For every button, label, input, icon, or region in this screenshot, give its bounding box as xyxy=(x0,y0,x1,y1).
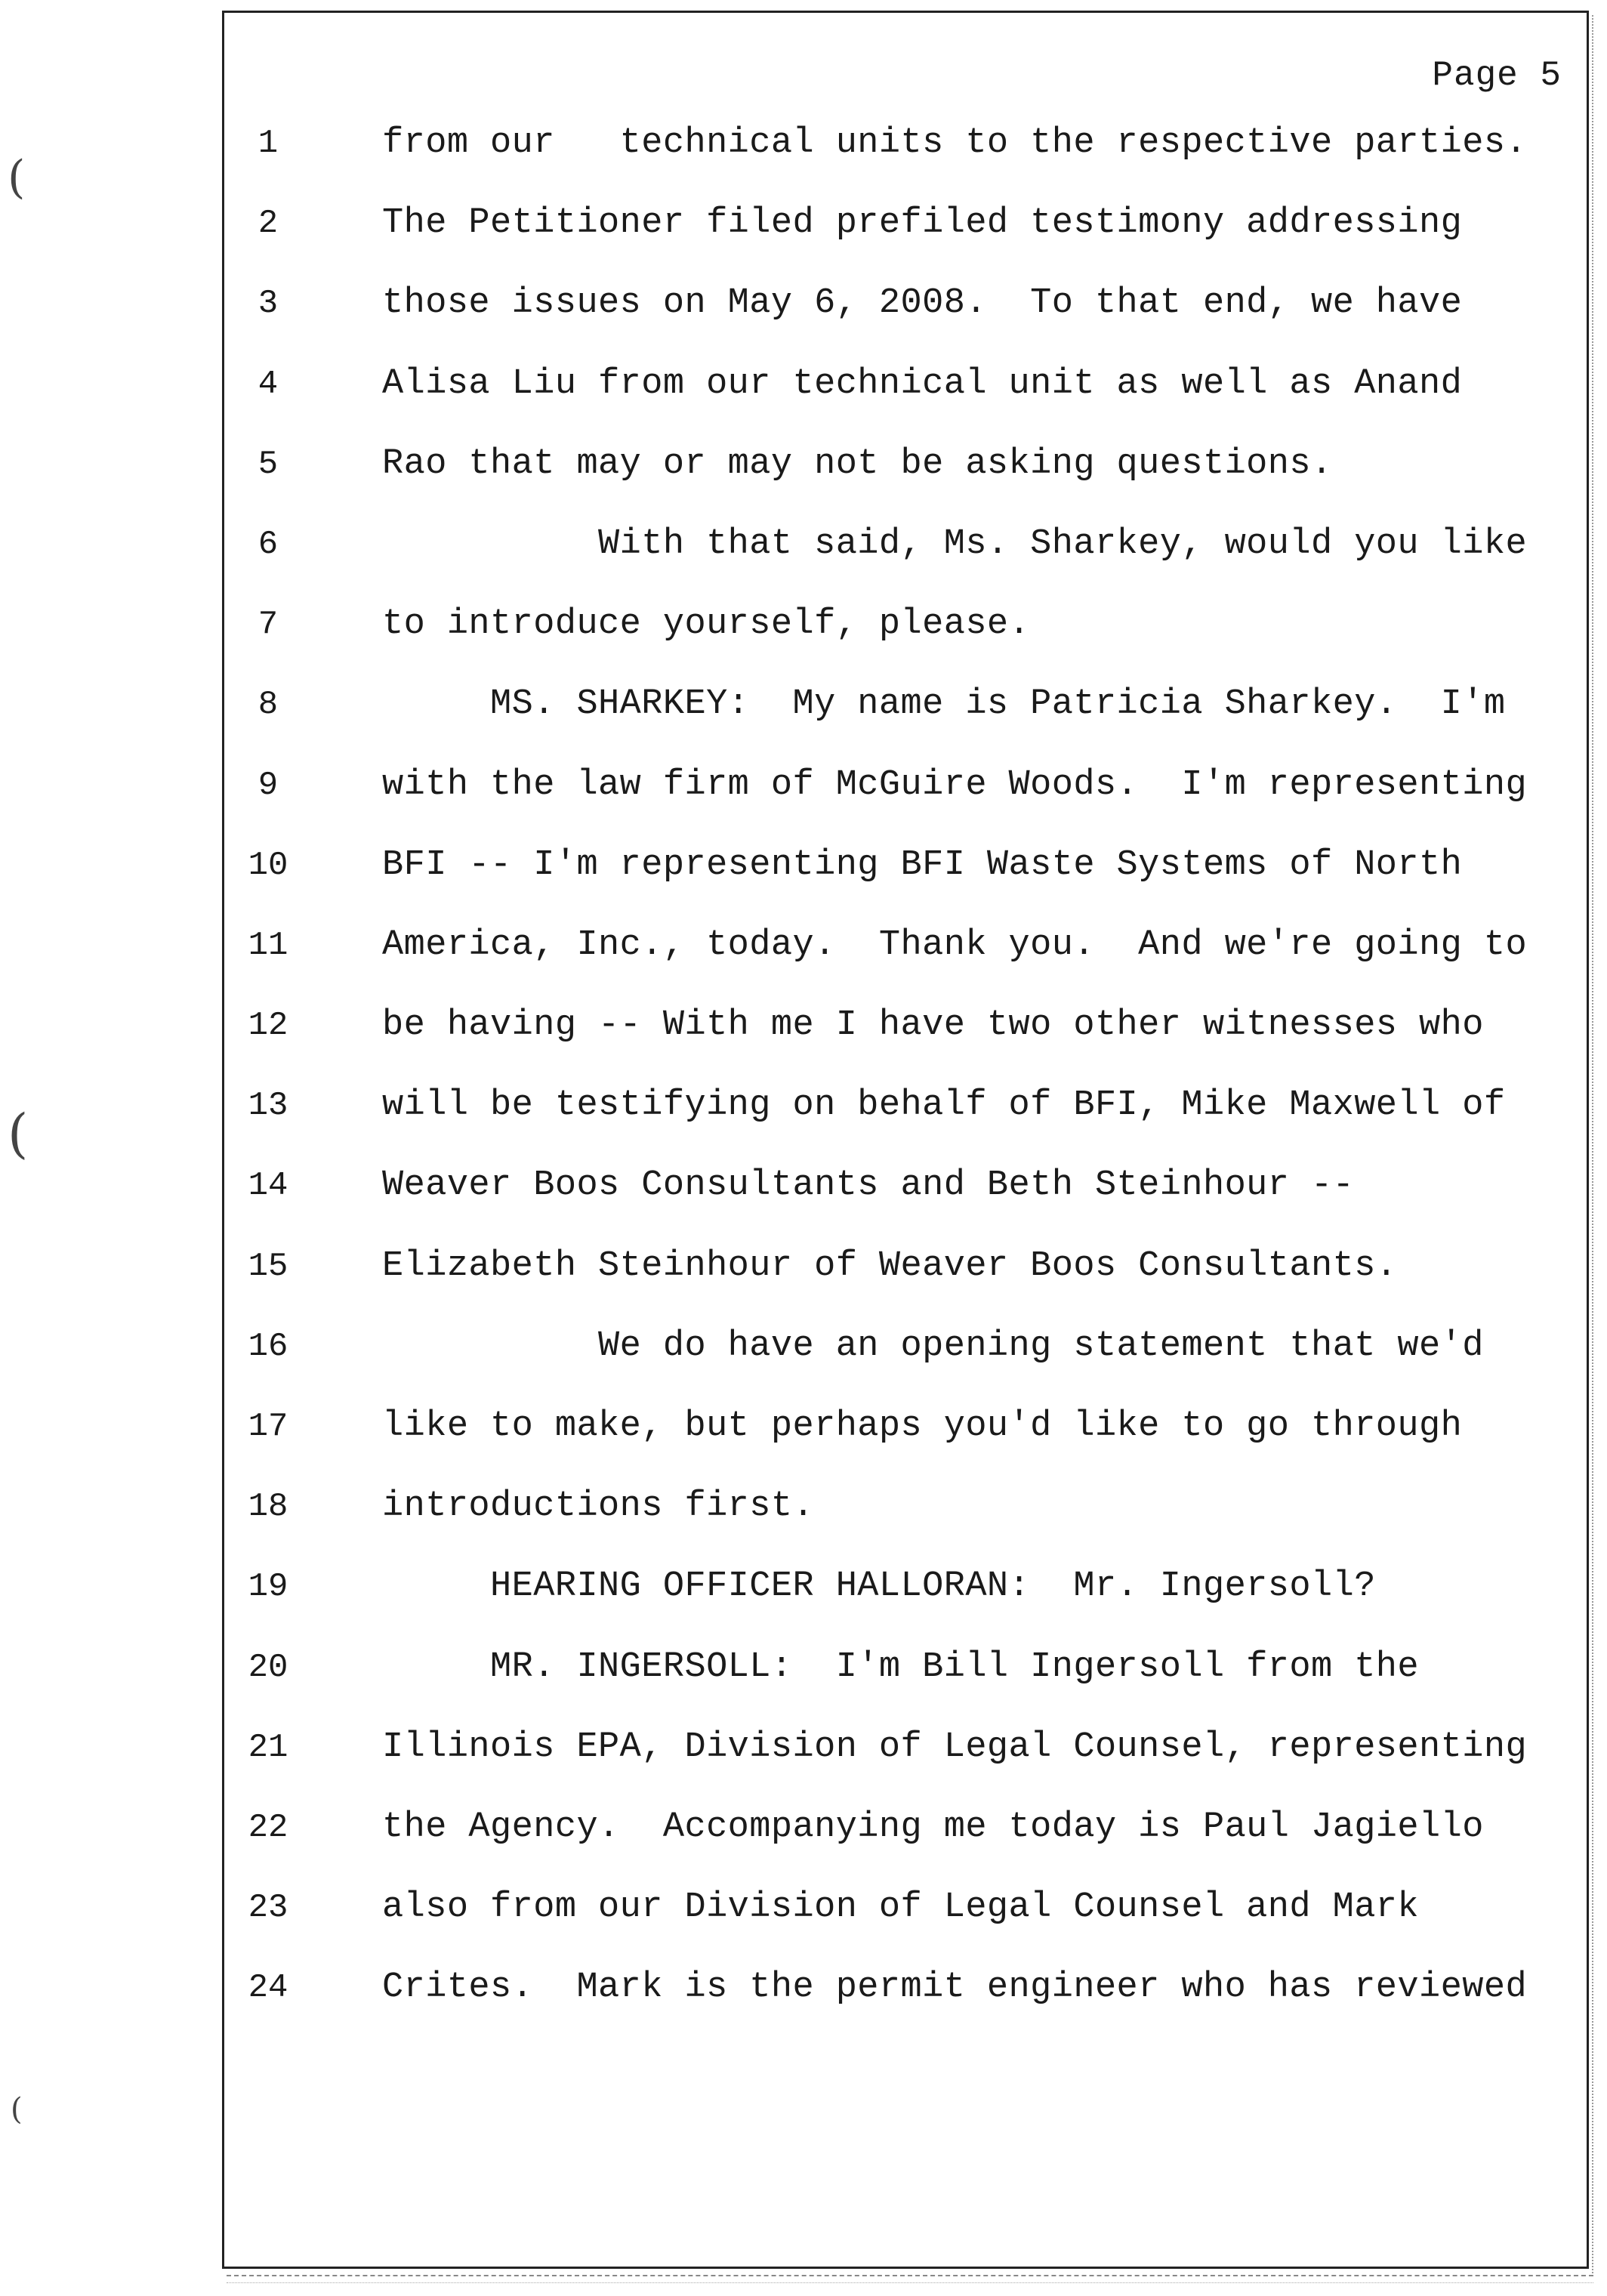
transcript-line xyxy=(0,843,1607,923)
line-number: 1 xyxy=(258,125,279,162)
transcript-line xyxy=(0,1725,1607,1805)
transcript-line xyxy=(0,763,1607,843)
line-text: The Petitioner filed prefiled testimony addressing xyxy=(382,203,1463,244)
transcript-line xyxy=(0,1324,1607,1404)
scan-bottom-artifact xyxy=(227,2275,1593,2283)
transcript-line xyxy=(0,1564,1607,1644)
transcript-line xyxy=(0,1244,1607,1324)
transcript-line xyxy=(0,1404,1607,1484)
transcript-line xyxy=(0,1885,1607,1965)
transcript-line xyxy=(0,682,1607,762)
transcript-line xyxy=(0,1645,1607,1725)
line-number: 16 xyxy=(248,1327,288,1366)
line-text: those issues on May 6, 2008. To that end, we have xyxy=(382,283,1463,324)
transcript-line xyxy=(0,1163,1607,1243)
transcript-line xyxy=(0,1484,1607,1564)
line-number: 10 xyxy=(248,846,288,884)
line-text: the Agency. Accompanying me today is Paul Jagiello xyxy=(382,1807,1484,1847)
line-number: 18 xyxy=(248,1488,288,1526)
line-number: 17 xyxy=(248,1408,288,1446)
line-text: from our technical units to the respective parties. xyxy=(382,123,1528,163)
line-text: Elizabeth Steinhour of Weaver Boos Consultants. xyxy=(382,1245,1398,1286)
line-number: 23 xyxy=(248,1889,288,1927)
line-text: introductions first. xyxy=(382,1486,815,1527)
line-text: with the law firm of McGuire Woods. I'm representing xyxy=(382,764,1528,805)
line-number: 19 xyxy=(248,1568,288,1606)
line-text: will be testifying on behalf of BFI, Mike Maxwell of xyxy=(382,1085,1506,1126)
line-number: 12 xyxy=(248,1007,288,1045)
line-text: HEARING OFFICER HALLORAN: Mr. Ingersoll? xyxy=(382,1566,1376,1607)
transcript-line xyxy=(0,362,1607,442)
line-text: also from our Division of Legal Counsel and Mark xyxy=(382,1887,1420,1928)
line-number: 3 xyxy=(258,285,279,323)
line-number: 8 xyxy=(258,686,279,724)
transcript-line xyxy=(0,121,1607,201)
transcript-line xyxy=(0,442,1607,522)
line-text: Crites. Mark is the permit engineer who has reviewed xyxy=(382,1967,1528,2008)
line-number: 20 xyxy=(248,1648,288,1687)
transcript-line xyxy=(0,923,1607,1003)
line-text: to introduce yourself, please. xyxy=(382,604,1031,645)
line-text: MS. SHARKEY: My name is Patricia Sharkey. I'm xyxy=(382,684,1506,725)
line-text: With that said, Ms. Sharkey, would you like xyxy=(382,523,1528,564)
line-number: 13 xyxy=(248,1087,288,1125)
transcript-line xyxy=(0,281,1607,361)
punch-mark-bottom: ( xyxy=(11,2092,23,2127)
transcript-body xyxy=(0,121,1607,2046)
punch-mark-top: ( xyxy=(8,151,26,204)
line-number: 14 xyxy=(248,1167,288,1205)
line-text: America, Inc., today. Thank you. And we're going to xyxy=(382,924,1528,965)
line-number: 4 xyxy=(258,365,279,403)
line-text: We do have an opening statement that we'd xyxy=(382,1325,1484,1366)
line-text: Weaver Boos Consultants and Beth Steinhour -- xyxy=(382,1165,1355,1206)
line-number: 22 xyxy=(248,1808,288,1847)
line-number: 6 xyxy=(258,525,279,563)
line-number: 15 xyxy=(248,1247,288,1285)
line-number: 11 xyxy=(248,926,288,964)
page-number: Page 5 xyxy=(1432,56,1562,95)
transcript-line xyxy=(0,201,1607,281)
line-number: 24 xyxy=(248,1969,288,2007)
line-text: Alisa Liu from our technical unit as well as Anand xyxy=(382,363,1463,404)
line-text: BFI -- I'm representing BFI Waste Systems of North xyxy=(382,844,1463,885)
line-text: be having -- With me I have two other witnesses who xyxy=(382,1005,1484,1046)
punch-mark-middle: ( xyxy=(8,1103,29,1165)
transcript-line xyxy=(0,1083,1607,1163)
line-number: 9 xyxy=(258,766,279,804)
line-number: 2 xyxy=(258,205,279,243)
line-text: Illinois EPA, Division of Legal Counsel, representing xyxy=(382,1727,1528,1767)
transcript-line xyxy=(0,1965,1607,2045)
transcript-line xyxy=(0,1003,1607,1083)
line-text: Rao that may or may not be asking questions. xyxy=(382,443,1333,484)
line-number: 21 xyxy=(248,1728,288,1767)
line-text: like to make, but perhaps you'd like to go through xyxy=(382,1406,1463,1446)
transcript-line xyxy=(0,1805,1607,1885)
line-number: 5 xyxy=(258,445,279,483)
transcript-line xyxy=(0,522,1607,602)
line-number: 7 xyxy=(258,606,279,644)
transcript-line xyxy=(0,602,1607,682)
line-text: MR. INGERSOLL: I'm Bill Ingersoll from the xyxy=(382,1646,1420,1687)
